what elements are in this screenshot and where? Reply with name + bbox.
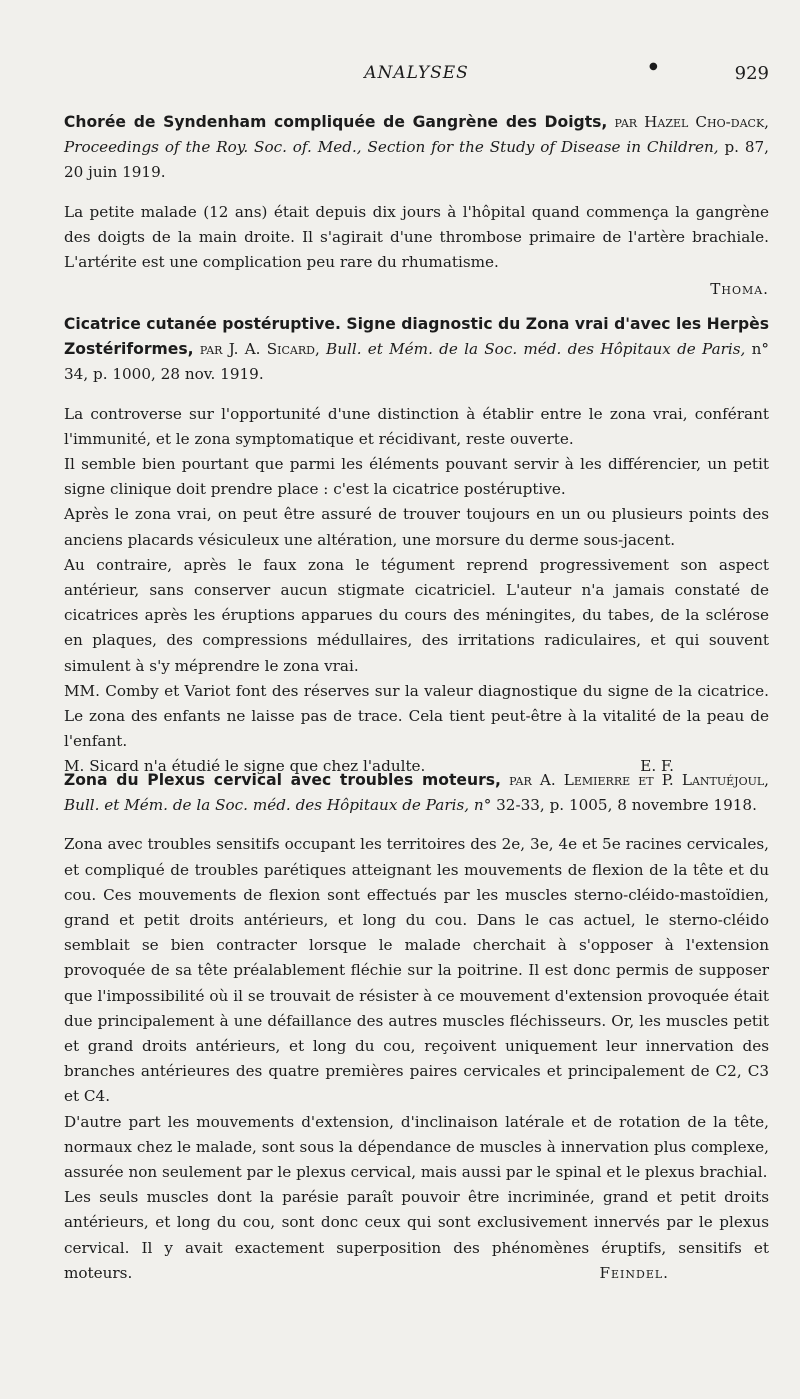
article-3-title: Zona du Plexus cervical avec troubles moteurs,: [63, 771, 501, 789]
article-2-paragraph: Au contraire, après le faux zona le tégument reprend progressivement son aspect antérieur, sans conserver aucun stigmate cicatriciel. L'auteur n'a jamais constaté de cicatrices après les éruptions apparues du cours des méningites, du tabes, de la sclérose en plaques, des compressions médullaires, des irritations radiculaires, et qui souvent simulent à s'y méprendre le zona vrai.: [64, 555, 769, 675]
article-3-paragraph: D'autre part les mouvements d'extension, d'inclinaison latérale et de rotation de la tête, normaux chez le malade, sont sous la dépendance de muscles à innervation plus complexe, assurée non seulement par le plexus cervical, mais aussi par le spinal et le plexus brachial.: [64, 1112, 769, 1182]
article-1-reference: p. 87, 20 juin 1919.: [64, 138, 770, 182]
article-2-author: par J. A. Sicard,: [193, 340, 327, 359]
article-1-citation: [64, 110, 769, 186]
article-1-signature: Thoma.: [710, 280, 769, 299]
article-1-author: par Hazel Cho-dack,: [607, 113, 769, 131]
page-header: [64, 63, 769, 91]
article-2-paragraph: La controverse sur l'opportunité d'une distinction à établir entre le zona vrai, conférant l'immunité, et le zona symptomatique et récidivant, reste ouverte.: [64, 404, 769, 448]
ink-dot-mark: ●: [649, 61, 658, 72]
article-2-title: Cicatrice cutanée postéruptive. Signe diagnostic du Zona vrai d'avec les Herpès Zostériformes,: [63, 315, 769, 359]
article-3-signature: Feindel.: [599, 1263, 669, 1282]
article-3: [64, 768, 769, 1286]
article-2-source: Bull. et Mém. de la Soc. méd. des Hôpitaux de Paris,: [326, 340, 746, 359]
article-3-last-line: [64, 1185, 769, 1286]
article-3-paragraph: Zona avec troubles sensitifs occupant les territoires des 2e, 3e, 4e et 5e racines cervicales, et compliqué de troubles parétiques atteignant les mouvements de flexion de la tête et du cou. Ces mouvements de flexion sont effectués par les muscles sterno-cléido-mastoïdien, grand et petit droits antérieurs, et long du cou. Dans le cas actuel, le sterno-cléido semblait se bien contracter lorsque le malade cherchait à s'opposer à l'extension provoquée de sa tête préalablement fléchie sur la poitrine. Il est donc permis de supposer que l'impossibilité où il se trouvait de résister à ce mouvement d'extension provoquée était due principalement à une défaillance des autres muscles fléchisseurs. Or, les muscles petit et grand droits antérieurs, et long du cou, reçoivent uniquement leur innervation des branches antérieures des quatre premières paires cervicales et principalement de C2, C3 et C4.: [64, 835, 769, 1106]
article-1: [64, 110, 769, 302]
article-3-citation: [64, 768, 769, 818]
article-2: [64, 312, 769, 780]
article-1-title: Chorée de Syndenham compliquée de Gangrène des Doigts,: [63, 113, 608, 131]
article-2-paragraph: Il semble bien pourtant que parmi les éléments pouvant servir à les différencier, un petit signe clinique doit prendre place : c'est la cicatrice postéruptive.: [64, 455, 769, 499]
running-title: ANALYSES: [364, 63, 469, 83]
article-2-citation: [64, 312, 769, 388]
article-3-reference: 32-33, p. 1005, 8 novembre 1918.: [491, 796, 757, 815]
article-1-source: Proceedings of the Roy. Soc. of. Med., Section for the Study of Disease in Children,: [64, 138, 719, 157]
article-1-paragraph: La petite malade (12 ans) était depuis dix jours à l'hôpital quand commença la gangrène des doigts de la main droite. Il s'agirait d'une thrombose primaire de l'artère brachiale. L'artérite est une complication peu rare du rhumatisme.: [64, 202, 769, 272]
article-2-paragraph: M. Sicard n'a étudié le signe que chez l'adulte.: [64, 757, 426, 776]
article-2-reference: n° 34, p. 1000, 28 nov. 1919.: [64, 340, 770, 384]
article-3-source: Bull. et Mém. de la Soc. méd. des Hôpitaux de Paris, n°: [64, 796, 492, 815]
article-3-author: par A. Lemierre et P. Lantuéjoul,: [500, 771, 769, 789]
article-3-paragraph: Les seuls muscles dont la parésie paraît pouvoir être incriminée, grand et petit droits antérieurs, et long du cou, sont donc ceux qui sont exclusivement innervés par le plexus cervical. Il y avait exactement superposition des phénomènes éruptifs, sensitifs et moteurs.: [64, 1188, 769, 1282]
article-2-paragraph: MM. Comby et Variot font des réserves sur la valeur diagnostique du signe de la cicatrice. Le zona des enfants ne laisse pas de trace. Cela tient peut-être à la vitalité de la peau de l'enfant.: [64, 681, 769, 751]
article-2-paragraph: Après le zona vrai, on peut être assuré de trouver toujours en un ou plusieurs points des anciens placards vésiculeux une altération, une morsure du derme sous-jacent.: [64, 505, 769, 549]
article-2-signature: E. F.: [640, 757, 674, 776]
page-number: 929: [734, 63, 769, 84]
